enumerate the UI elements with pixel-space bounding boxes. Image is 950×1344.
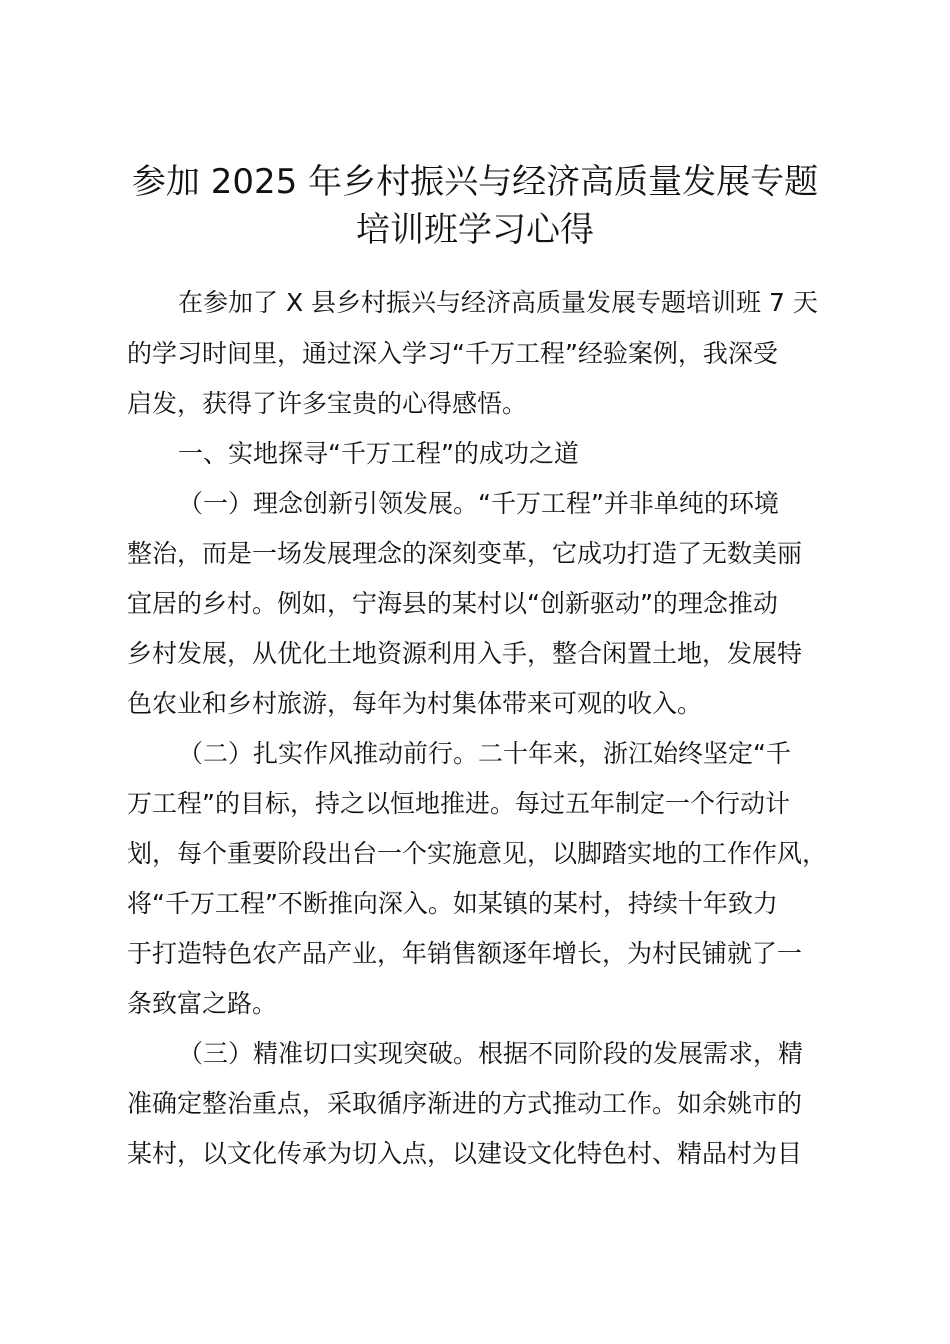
subsection-1-line: 宜居的乡村。例如，宁海县的某村以“创新驱动”的理念推动 bbox=[127, 589, 778, 618]
subsection-2-line: 划，每个重要阶段出台一个实施意见，以脚踏实地的工作作风， bbox=[127, 839, 828, 868]
subsection-2-line: （二）扎实作风推动前行。二十年来，浙江始终坚定“千 bbox=[178, 739, 791, 768]
subsection-3-line: 某村，以文化传承为切入点，以建设文化特色村、精品村为目 bbox=[127, 1139, 803, 1168]
intro-paragraph-line: 在参加了 X 县乡村振兴与经济高质量发展专题培训班 7 天 bbox=[178, 288, 818, 317]
intro-paragraph-line: 的学习时间里，通过深入学习“千万工程”经验案例，我深受 bbox=[127, 339, 778, 368]
subsection-2-line: 将“千万工程”不断推向深入。如某镇的某村，持续十年致力 bbox=[127, 889, 778, 918]
subsection-2-line: 万工程”的目标，持之以恒地推进。每过五年制定一个行动计 bbox=[127, 789, 790, 818]
section-heading: 一、实地探寻“千万工程”的成功之道 bbox=[178, 439, 579, 468]
subsection-1-line: （一）理念创新引领发展。“千万工程”并非单纯的环境 bbox=[178, 489, 779, 518]
document-title-line-2: 培训班学习心得 bbox=[356, 210, 594, 250]
subsection-3-line: （三）精准切口实现突破。根据不同阶段的发展需求，精 bbox=[178, 1039, 804, 1068]
subsection-1-line: 整治，而是一场发展理念的深刻变革，它成功打造了无数美丽 bbox=[127, 539, 803, 568]
subsection-2-line: 于打造特色农产品产业，年销售额逐年增长，为村民铺就了一 bbox=[127, 939, 803, 968]
document-title-line-1: 参加 2025 年乡村振兴与经济高质量发展专题 bbox=[131, 162, 819, 202]
subsection-1-line: 色农业和乡村旅游，每年为村集体带来可观的收入。 bbox=[127, 689, 703, 718]
subsection-2-line: 条致富之路。 bbox=[127, 989, 278, 1018]
intro-paragraph-line: 启发，获得了许多宝贵的心得感悟。 bbox=[127, 389, 528, 418]
subsection-1-line: 乡村发展，从优化土地资源利用入手，整合闲置土地，发展特 bbox=[127, 639, 803, 668]
subsection-3-line: 准确定整治重点，采取循序渐进的方式推动工作。如余姚市的 bbox=[127, 1089, 803, 1118]
